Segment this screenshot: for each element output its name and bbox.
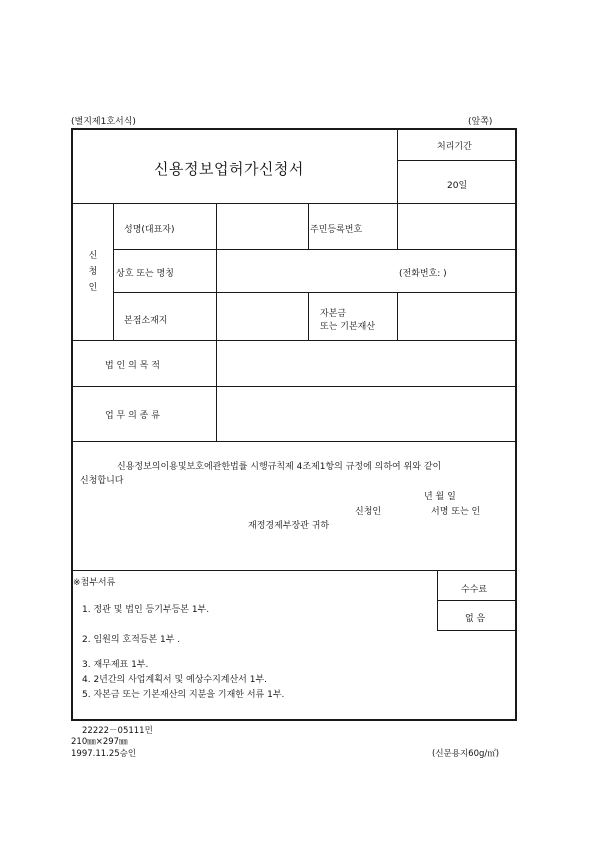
divider: [113, 292, 517, 293]
statement-text-cont: 신청합니다: [80, 476, 124, 486]
fee-label: 수수료: [461, 585, 488, 595]
divider: [216, 203, 217, 441]
form-title: 신용정보업허가신청서: [154, 160, 304, 178]
attachment-item: 2. 임원의 호적등본 1부 .: [82, 635, 181, 645]
divider: [397, 203, 398, 249]
capital-label: 자본금: [320, 309, 347, 319]
divider: [437, 600, 517, 601]
divider: [71, 570, 517, 571]
processing-period-label: 처리기간: [437, 142, 472, 152]
base-property-label: 또는 기본재산: [320, 322, 376, 332]
paper-spec: (신문용지60g/㎡): [432, 749, 500, 759]
business-type-label: 업 무 의 종 류: [105, 411, 160, 421]
approval-date: 1997.11.25승인: [71, 749, 137, 759]
paper-size: 210㎜×297㎜: [71, 737, 128, 747]
head-office-label: 본점소재지: [124, 316, 168, 326]
divider: [71, 340, 517, 341]
resident-number-label: 주민등록번호: [310, 225, 363, 235]
divider: [397, 128, 398, 203]
divider: [113, 249, 517, 250]
applicant-signature-label: 신청인: [355, 507, 382, 517]
corporation-purpose-label: 법 인 의 목 적: [105, 361, 160, 371]
attachment-item: 3. 재무제표 1부.: [82, 660, 149, 670]
form-number: (별지제1호서식): [71, 117, 136, 127]
attachment-item: 5. 자본금 또는 기본재산의 지분을 기재한 서류 1부.: [82, 690, 285, 700]
date-line: 년 월 일: [424, 492, 456, 502]
divider: [437, 630, 517, 631]
name-label: 성명(대표자): [124, 225, 175, 235]
divider: [71, 386, 517, 387]
form-code: 22222－05111민: [82, 726, 153, 736]
divider: [71, 441, 517, 442]
page-side-label: (앞쪽): [468, 117, 493, 127]
statement-text: 신용정보의이용및보호에관한법률 시행규칙제 4조제1항의 규정에 의하여 위와 같이: [117, 462, 442, 472]
divider: [113, 203, 114, 340]
processing-period-value: 20일: [447, 181, 468, 191]
divider: [71, 203, 517, 204]
company-name-label: 상호 또는 명칭: [116, 269, 174, 279]
attachments-title: ※첨부서류: [73, 578, 116, 588]
divider: [308, 203, 309, 249]
signature-or-seal: 서명 또는 인: [431, 507, 481, 517]
phone-number-label: (전화번호: ): [399, 269, 447, 279]
attachment-item: 4. 2년간의 사업계획서 및 예상수지계산서 1부.: [82, 675, 268, 685]
applicant-section-label: 신 청 인: [88, 251, 98, 293]
fee-value: 없 음: [465, 614, 486, 624]
attachment-item: 1. 정관 및 법인 등기부등본 1부.: [82, 605, 210, 615]
recipient: 재정경제부장관 귀하: [248, 521, 330, 531]
divider: [437, 570, 438, 630]
divider: [308, 292, 309, 340]
divider: [397, 160, 517, 161]
divider: [397, 292, 398, 340]
